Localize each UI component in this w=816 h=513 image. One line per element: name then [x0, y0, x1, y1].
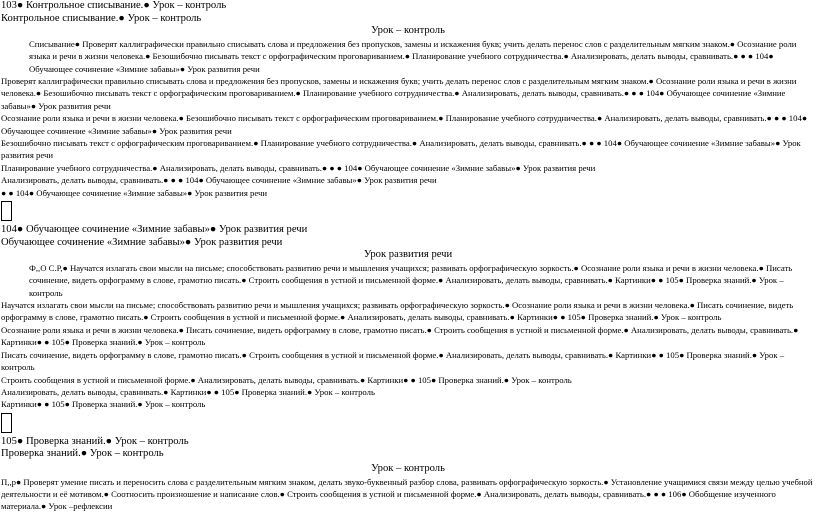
lesson-104-heading: Урок развития речи — [363, 249, 453, 261]
lesson-105-heading: Урок – контроль — [371, 462, 445, 474]
lesson-104-line: 104● Обучающее сочинение «Зимние забавы»● Урок развития речи — [1, 224, 308, 236]
lesson-105-paragraph-1: П,,р● Проверят умение писать и переносить слова с разделительным мягким знаком, делать звуко-буквенный разбор слова, развивать орфографическую зоркость.● Установление учащимися связи между целью учебной деятельности и её мотивом.● Соотносить произношение и написание слов.● Строить сообщения в устной и письменной форме.● Анализировать, делать выводы, сравнивать.● ● ● 106● Обобщение изученного материала.● Урок –рефлексии — [1, 476, 813, 512]
lesson-104-topic: Обучающее сочинение «Зимние забавы»● Урок развития речи — [1, 236, 283, 248]
lesson-103-paragraph-3: Осознание роли языка и речи в жизни человека.● Безошибочно писывать текст с орфографическим проговариванием.● Планирование учебного сотрудничества.● Анализировать, делать выводы, сравнивать.● ● ● 104● Обучающее сочинение «Зимние забавы»● Урок развития речи — [1, 113, 808, 136]
lesson-104-paragraph-4: Писать сочинение, видеть орфограмму в слове, грамотно писать.● Строить сообщения в устной и письменной форме.● Анализировать, делать выводы, сравнивать.● Картинки● ● 105● Проверка знаний.● Урок – контроль — [1, 349, 785, 373]
lesson-104-paragraph-5: Строить сообщения в устной и письменной форме.● Анализировать, делать выводы, сравнивать.● Картинки● ● 105● Проверка знаний.● Урок – контроль — [1, 374, 572, 385]
empty-cell-box — [1, 413, 12, 433]
lesson-103-paragraph-5: Планирование учебного сотрудничества.● Анализировать, делать выводы, сравнивать.● ● ● 104● Обучающее сочинение «Зимние забавы»● Урок развития речи — [1, 162, 596, 173]
lesson-104-paragraph-3: Осознание роли языка и речи в жизни человека.● Писать сочинение, видеть орфограмму в слове, грамотно писать.● Строить сообщения в устной и письменной форме.● Анализировать, делать выводы, сравнивать.● Картинки● ● 105● Проверка знаний.● Урок – контроль — [1, 324, 799, 348]
lesson-103-paragraph-7: ● ● 104● Обучающее сочинение «Зимние забавы»● Урок развития речи — [1, 187, 268, 198]
lesson-104-paragraph-6: Анализировать, делать выводы, сравнивать.● Картинки● ● 105● Проверка знаний.● Урок – контроль — [1, 386, 375, 397]
lesson-103-heading: Урок – контроль — [371, 25, 445, 37]
lesson-103-line: 103● Контрольное списывание.● Урок – контроль — [1, 0, 227, 11]
lesson-103-paragraph-6: Анализировать, делать выводы, сравнивать.● ● ● 104● Обучающее сочинение «Зимние забавы»● Урок развития речи — [1, 175, 437, 186]
lesson-103-paragraph-2: Проверят каллиграфически правильно списывать слова и предложения без пропусков, замены и искажения букв; учить делать перенос слов с разделительным мягким знаком.● Осознание роли языка и речи в жизни человека.● Безошибочно писывать текст с орфографическим проговариванием.● Планирование учебного сотрудничества.● Анализировать, делать выводы, сравнивать.● ● ● 104● Обучающее сочинение «Зимние забавы»● Урок развития речи — [1, 76, 797, 111]
lesson-103-topic: Контрольное списывание.● Урок – контроль — [1, 12, 202, 24]
lesson-104-paragraph-1: Ф,,О С.Р,● Научатся излагать свои мысли на письме; способствовать развитию речи и мышления учащихся; развивать орфографическую зоркость.● Осознание роли языка и речи в жизни человека.● Писать сочинение, видеть орфограмму в слове, грамотно писать.● Строить сообщения в устной и письменной форме.● Анализировать, делать выводы, сравнивать.● Картинки● ● 105● Проверка знаний.● Урок – контроль — [29, 262, 793, 298]
lesson-105-topic: Проверка знаний.● Урок – контроль — [1, 448, 164, 460]
lesson-103-paragraph-1: Списывание● Проверят каллиграфически правильно списывать слова и предложения без пропусков, замены и искажения букв; учить делать перенос слов с разделительным мягким знаком.● Осознание роли языка и речи в жизни человека.● Безошибочно писывать текст с орфографическим проговариванием.● Планирование учебного сотрудничества.● Анализировать, делать выводы, сравнивать.● ● ● 104● Обучающее сочинение «Зимние забавы»● Урок развития речи — [29, 38, 797, 74]
lesson-103-paragraph-4: Безошибочно писывать текст с орфографическим проговариванием.● Планирование учебного сотрудничества.● Анализировать, делать выводы, сравнивать.● ● ● 104● Обучающее сочинение «Зимние забавы»● Урок развития речи — [1, 138, 801, 161]
empty-cell-box — [1, 201, 12, 221]
lesson-105-line: 105● Проверка знаний.● Урок – контроль — [1, 435, 189, 447]
lesson-104-paragraph-2: Научатся излагать свои мысли на письме; способствовать развитию речи и мышления учащихся; развивать орфографическую зоркость.● Осознание роли языка и речи в жизни человека.● Писать сочинение, видеть орфограмму в слове, грамотно писать.● Строить сообщения в устной и письменной форме.● Анализировать, делать выводы, сравнивать.● Картинки● ● 105● Проверка знаний.● Урок – контроль — [1, 300, 794, 323]
lesson-104-paragraph-7: Картинки● ● 105● Проверка знаний.● Урок – контроль — [1, 399, 206, 410]
